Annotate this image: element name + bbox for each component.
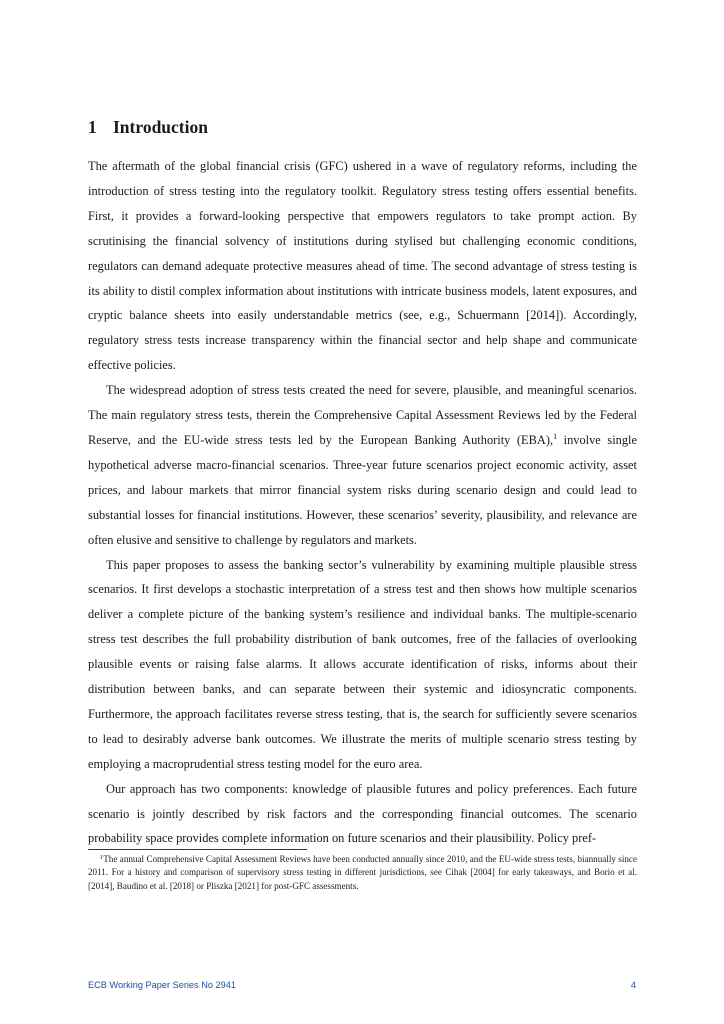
section-number: 1	[88, 117, 97, 137]
paragraph-2	[88, 378, 637, 552]
footnote	[88, 853, 637, 893]
footnote-reference[interactable]: 1	[553, 431, 558, 441]
footer-series-title: ECB Working Paper Series No 2941	[88, 980, 236, 990]
footnote-text: The annual Comprehensive Capital Assessment Reviews have been conducted annually since 2010, and the EU-wide stress tests, biannually since 2011. For a history and comparison of supervisory stress testing in different jurisdictions, see Cihak [2004] for early takeaways, and Borio et al. [2014], Baudino et al. [2018] or Pliszka [2021] for post-GFC assessments.	[88, 854, 637, 891]
footer-page-number: 4	[630, 980, 636, 990]
paragraph-2-text-b: involve single hypothetical adverse macro-financial scenarios. Three-year future scenarios project economic activity, asset prices, and labour markets that mirror financial system risks during scenario design and could lead to substantial losses for financial institutions. However, these scenarios’ severity, plausibility, and relevance are often elusive and sensitive to challenge by regulators and markets.	[88, 432, 637, 547]
paragraph-1: The aftermath of the global financial crisis (GFC) ushered in a wave of regulatory reforms, including the introduction of stress testing into the regulatory toolkit. Regulatory stress testing offers essential benefits. First, it provides a forward-looking perspective that empowers regulators to take prompt action. By scrutinising the financial solvency of institutions during stylised but challenging economic conditions, regulators can demand adequate protective measures ahead of time. The second advantage of stress testing is its ability to distil complex information about institutions with intricate business models, latent exposures, and cryptic balance sheets into easily understandable metrics (see, e.g., Schuermann [2014]). Accordingly, regulatory stress tests increase transparency within the financial sector and help shape and communicate effective policies.	[88, 159, 637, 373]
body-text	[88, 154, 637, 851]
section-heading	[88, 117, 208, 138]
paragraph-2-text-a: The widespread adoption of stress tests created the need for severe, plausible, and meaningful scenarios. The main regulatory stress tests, therein the Comprehensive Capital Assessment Reviews led by the Federal Reserve, and the EU-wide stress tests led by the European Banking Authority (EBA),	[88, 383, 637, 447]
paragraph-3: This paper proposes to assess the banking sector’s vulnerability by examining multiple plausible stress scenarios. It first develops a stochastic interpretation of a stress test and then shows how multiple scenarios deliver a complete picture of the banking system’s resilience and individual banks. The multiple-scenario stress test describes the full probability distribution of bank outcomes, free of the fallacies of overlooking plausible events or raising false alarms. It allows accurate identification of risks, informs about their distribution between banks, and can separate between their systemic and idiosyncratic components. Furthermore, the approach facilitates reverse stress testing, that is, the search for sufficiently severe scenarios to lead to desirably adverse bank outcomes. We illustrate the merits of multiple scenario stress testing by employing a macroprudential stress testing model for the euro area.	[88, 557, 637, 771]
footnote-marker: 1	[100, 854, 104, 861]
paragraph-4: Our approach has two components: knowledge of plausible futures and policy preferences. Each future scenario is jointly described by risk factors and the corresponding financial outcomes. The scenario probability space provides complete information on future scenarios and their plausibility. Policy pref-	[88, 781, 637, 846]
footnote-divider	[88, 849, 307, 850]
section-title: Introduction	[113, 117, 208, 137]
